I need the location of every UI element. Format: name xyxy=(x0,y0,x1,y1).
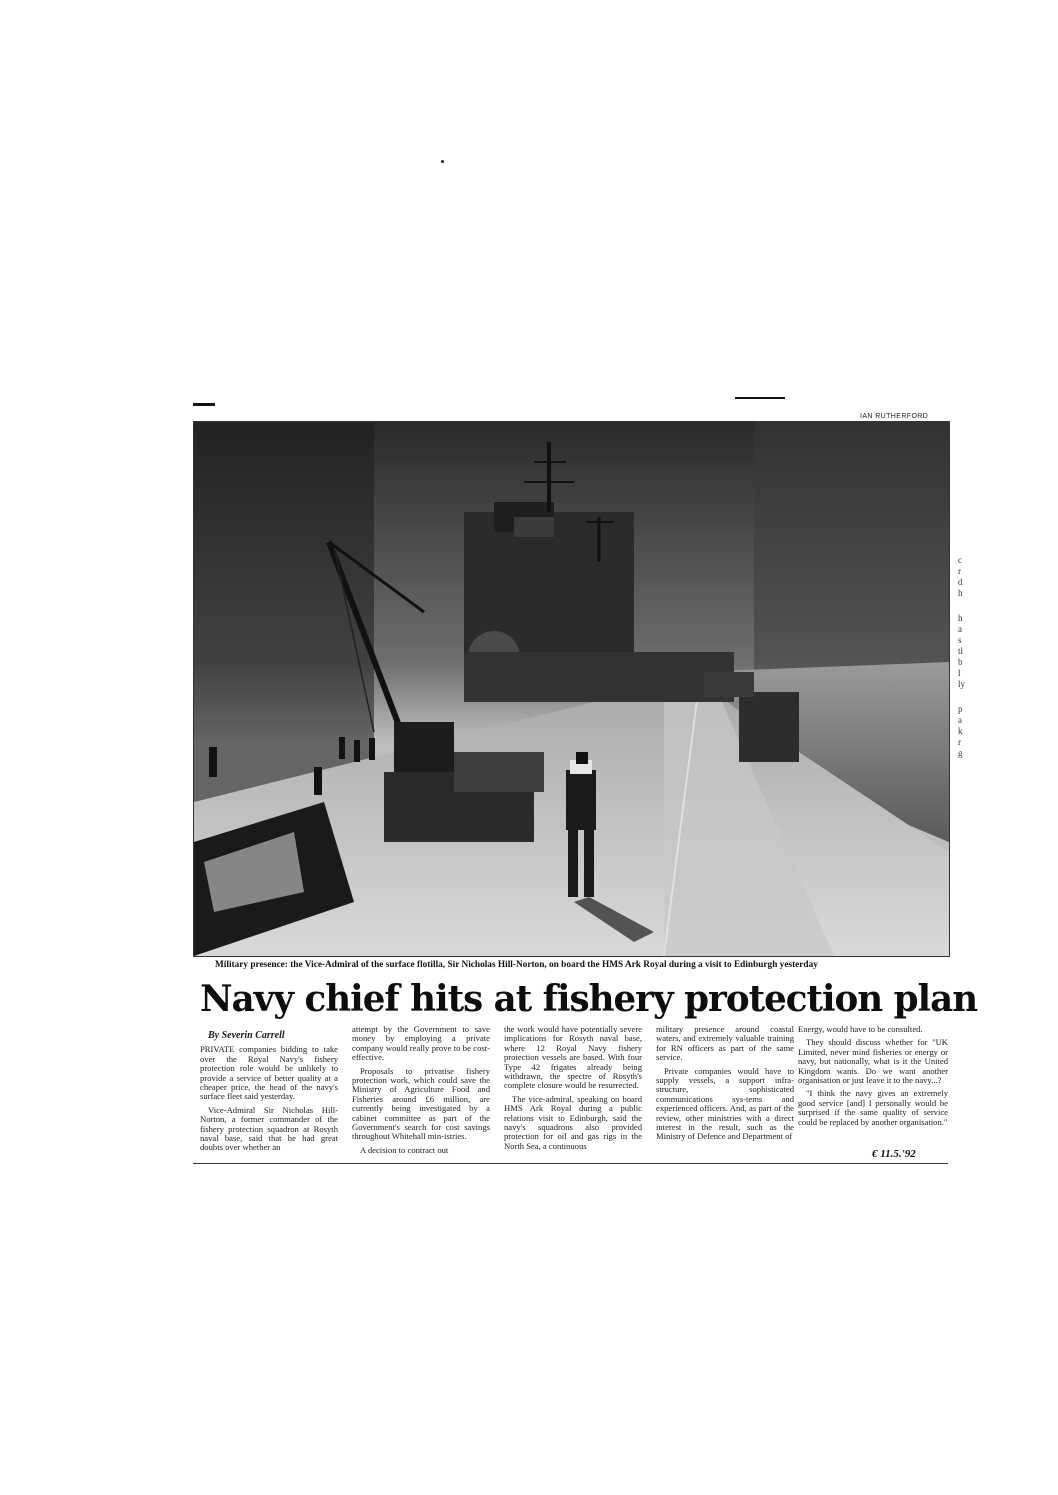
margin-fragment: b xyxy=(958,657,963,667)
news-photo xyxy=(193,421,950,957)
paragraph: PRIVATE companies bidding to take over the Royal Navy's fishery protection role would be unlikely to provide a service of better quality at a cheaper price, the head of the navy's surface fleet said yesterday. xyxy=(200,1044,338,1102)
margin-fragment: l xyxy=(958,668,961,678)
paragraph: attempt by the Government to save money by employing a private company would really prove to be cost-effective. xyxy=(352,1024,490,1063)
paragraph: Energy, would have to be consulted. xyxy=(798,1024,923,1034)
margin-fragment: d xyxy=(958,577,963,587)
margin-fragment: c xyxy=(958,555,962,565)
article-headline: Navy chief hits at fishery protection plan xyxy=(200,978,978,1020)
margin-fragment: g xyxy=(958,748,963,758)
article-column-3 xyxy=(504,1025,642,1155)
article-column-5 xyxy=(798,1025,948,1131)
photo-caption: Military presence: the Vice-Admiral of the surface flotilla, Sir Nicholas Hill-Norton, on board the HMS Ark Royal during a visit to Edinburgh yesterday xyxy=(215,960,818,970)
margin-fragment: h xyxy=(958,613,963,623)
margin-fragment: p xyxy=(958,704,963,714)
margin-fragment: tl xyxy=(958,646,964,656)
clipping-edge-mark xyxy=(735,397,785,399)
photo-credit: IAN RUTHERFORD xyxy=(860,413,929,420)
margin-fragment: ly xyxy=(958,679,966,689)
adjacent-column-fragments xyxy=(958,555,970,759)
margin-fragment: r xyxy=(958,737,961,747)
margin-fragment: a xyxy=(958,715,962,725)
byline: By Severin Carrell xyxy=(208,1030,285,1041)
clipping-edge-mark xyxy=(193,403,215,406)
paragraph: military presence around coastal waters, and extremely valuable training for RN officers as part of the same service. xyxy=(656,1024,794,1063)
scan-speck xyxy=(441,160,444,163)
paragraph: They should discuss whether for "UK Limited, never mind fisheries or energy or navy, but nationally, what is it the United Kingdom wants. Do we want another organisation or just leave it to the navy...? xyxy=(798,1037,948,1086)
paragraph: "I think the navy gives an extremely good service [and] I personally would be surprised if the same quality of service could be replaced by another organisation." xyxy=(798,1088,948,1127)
paragraph: Proposals to privatise fishery protection work, which could save the Ministry of Agriculture Food and Fisheries around £6 million, are currently being investigated by a cabinet committee as part of the Government's search for cost savings throughout Whitehall min-istries. xyxy=(352,1065,490,1142)
ship-deck-photo xyxy=(194,422,949,956)
article-body xyxy=(200,1025,948,1165)
margin-fragment: k xyxy=(958,726,963,736)
article-column-4 xyxy=(656,1025,794,1146)
paragraph: A decision to contract out xyxy=(360,1144,449,1155)
clipping-bottom-edge xyxy=(193,1163,948,1164)
paragraph: the work would have potentially severe implications for Rosyth naval base, where 12 Royal Navy fishery protection vessels are based. With four Type 42 frigates already being withdrawn, the spectre of Rosyth's complete closure would be resurrected. xyxy=(504,1024,642,1091)
article-column-1 xyxy=(200,1025,338,1157)
margin-fragment: h xyxy=(958,588,963,598)
handwritten-date-annotation: € 11.5.'92 xyxy=(872,1148,916,1160)
article-column-2 xyxy=(352,1025,490,1159)
paragraph: Private companies would have to supply vessels, a support infra-structure, sophisticated communications sys-tems and experienced officers. And, as part of the review, other ministries with a direct interest in the result, such as the Ministry of Defence and Department of xyxy=(656,1065,794,1142)
paragraph: The vice-admiral, speaking on board HMS Ark Royal during a public relations visit to Edinburgh, said the navy's squadrons also provided protection for oil and gas rigs in the North Sea, a continuous xyxy=(504,1093,642,1151)
margin-fragment: a xyxy=(958,624,962,634)
margin-fragment: s xyxy=(958,635,962,645)
margin-fragment: r xyxy=(958,566,961,576)
paragraph: Vice-Admiral Sir Nicholas Hill-Norton, a former commander of the fishery protection squadron at Rosyth naval base, said that he had great doubts over whether an xyxy=(200,1104,338,1153)
